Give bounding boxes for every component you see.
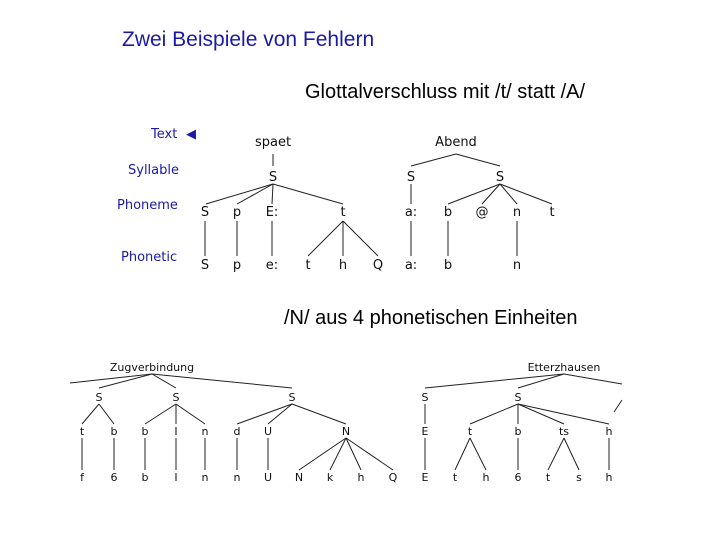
tree1-syllable: S: [495, 170, 505, 185]
tree2-phoneme: N: [341, 425, 351, 438]
example1-caption: Glottalverschluss mit /t/ statt /A/: [305, 81, 586, 103]
tree2-phonetic: E: [421, 471, 429, 484]
tier-label-syllable: Syllable: [128, 163, 179, 178]
tree1-phonetic: e:: [265, 258, 279, 273]
tree1-phonetic: S: [200, 258, 210, 273]
tree1-phonetic: p: [232, 258, 242, 273]
tree1-phoneme: n: [512, 205, 522, 220]
tree1-syllable: S: [268, 170, 278, 185]
tree1-phoneme: b: [443, 205, 453, 220]
tree1-phoneme: p: [232, 205, 242, 220]
tree2-phonetic: h: [605, 471, 613, 484]
tree2-phonetic: U: [263, 471, 273, 484]
tree1-phonetic: Q: [372, 258, 384, 273]
tree1-word-2: Abend: [435, 135, 477, 150]
tree2-phoneme: d: [233, 425, 241, 438]
tree1-phonetic: b: [443, 258, 453, 273]
tree2-phoneme: U: [263, 425, 273, 438]
tree2-phonetic: n: [233, 471, 241, 484]
tree2-phoneme: h: [605, 425, 613, 438]
tree1-phoneme: E:: [265, 205, 279, 220]
tree1-phoneme: @: [475, 205, 489, 220]
triangle-left-icon: ◀: [186, 127, 196, 142]
tree1-word-1: spaet: [254, 135, 292, 150]
tree2-syllable: S: [95, 391, 103, 404]
tier-label-phonetic: Phonetic: [121, 250, 178, 265]
tree2-phonetic: t: [545, 471, 551, 484]
tree1-phonetic: t: [305, 258, 311, 273]
tree2-phonetic: n: [201, 471, 209, 484]
tier-label-phoneme: Phoneme: [117, 198, 178, 213]
tree2-phonetic: s: [576, 471, 582, 484]
tree1-phonetic: n: [512, 258, 522, 273]
tree2-syllable: S: [288, 391, 296, 404]
tier-label-text: Text: [151, 127, 178, 142]
tree2-phonetic: 6: [110, 471, 118, 484]
tree2-phonetic: I: [174, 471, 178, 484]
tree2-branches: [70, 374, 622, 470]
tree2-word-2: Etterzhausen: [527, 361, 601, 374]
tree1-phoneme: a:: [404, 205, 418, 220]
tree1-phoneme: t: [549, 205, 555, 220]
tree2-phonetic: t: [452, 471, 458, 484]
tree1-phoneme: t: [340, 205, 346, 220]
tree2-phonetic: h: [357, 471, 365, 484]
tree2-phonetic: Q: [388, 471, 398, 484]
tree2-phonetic: 6: [514, 471, 522, 484]
tree2-phoneme: b: [514, 425, 522, 438]
tree2-phonetic: k: [326, 471, 334, 484]
tree2-phoneme: b: [110, 425, 118, 438]
tree2-phoneme: ts: [558, 425, 570, 438]
tree2-phoneme: E: [421, 425, 429, 438]
tree2-syllable: S: [514, 391, 522, 404]
tree2-phoneme: I: [174, 425, 178, 438]
slide-title: Zwei Beispiele von Fehlern: [122, 28, 375, 51]
tree2-phoneme: b: [141, 425, 149, 438]
tree1-phoneme: S: [200, 205, 210, 220]
tree2-phonetic: h: [482, 471, 490, 484]
tree2-syllable: S: [172, 391, 180, 404]
tree1-syllable: S: [406, 170, 416, 185]
tree2-phonetic: N: [294, 471, 304, 484]
tree2-phoneme: t: [467, 425, 473, 438]
tree2-phonetic: b: [141, 471, 149, 484]
tree2-word-1: Zugverbindung: [109, 361, 195, 374]
tree2-phonetic: f: [80, 471, 84, 484]
example2-caption: /N/ aus 4 phonetischen Einheiten: [284, 307, 578, 329]
tree1-phonetic: h: [338, 258, 348, 273]
tree2-phoneme: t: [79, 425, 85, 438]
tree2-phoneme: n: [201, 425, 209, 438]
tree1-phonetic: a:: [404, 258, 418, 273]
tree2-syllable: S: [421, 391, 429, 404]
